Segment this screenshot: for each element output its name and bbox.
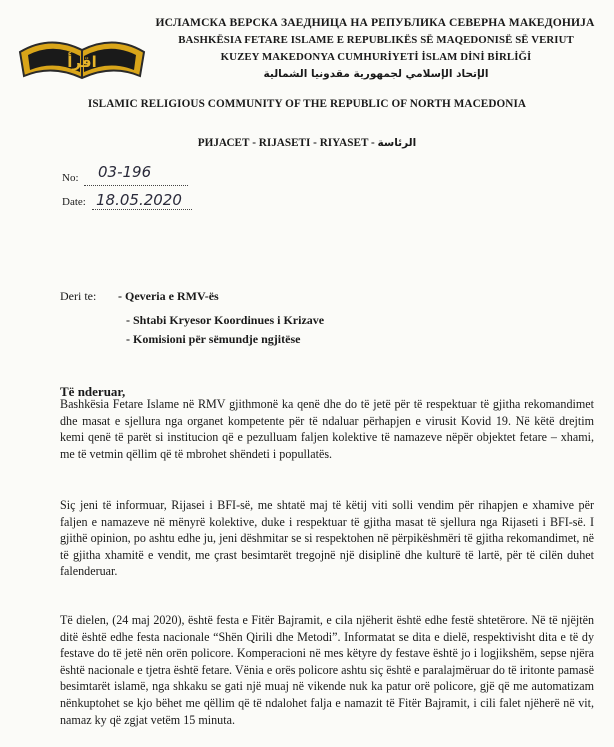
number-line [84, 185, 188, 186]
svg-text:اقرأ: اقرأ [67, 53, 97, 71]
header-english: ISLAMIC RELIGIOUS COMMUNITY OF THE REPUBLIC OF NORTH MACEDONIA [87, 98, 527, 110]
recipient-1: - Qeveria e RMV-ës [118, 289, 219, 303]
number-label: No: [62, 172, 79, 184]
addressee-label: Deri te: [60, 289, 97, 303]
office-title [0, 137, 614, 149]
recipient-3: - Komisioni për sëmundje ngjitëse [126, 332, 301, 346]
date-value: 18.05.2020 [96, 191, 182, 209]
community-logo [16, 30, 148, 86]
body-paragraph-1: Bashkësia Fetare Islame në RMV gjithmonë ka qenë dhe do të jetë për të respektuar të gjitha rekomandimet dhe masat e sjellura nga organet kompetente për të ndaluar përhapjen e virusit Kovid 19. Në këtë drejtim kemi qenë të parët si institucion që e pezulluam faljen kolektive të namazeve nëpër objektet fetare – xhami, me të vetmin qëllim që të mbrohet shëndeti i popullatës. [60, 397, 594, 461]
header-arabic: الإتحاد الإسلامي لجمهورية مقدونيا الشمالية [263, 68, 489, 80]
number-value: 03-196 [98, 163, 152, 181]
date-line [92, 209, 192, 210]
office-title-arabic: الرئاسة [377, 137, 417, 149]
header-macedonian: ИСЛАМСКА ВЕРСКА ЗАЕДНИЦА НА РЕПУБЛИКА СЕВЕРНА МАКЕДОНИЈА [155, 16, 595, 29]
body-paragraph-3: Të dielen, (24 maj 2020), është festa e Fitër Bajramit, e cila njëherit është edhe festë shtetërore. Në të njëjtën ditë është edhe festa nacionale “Shën Qirili dhe Metodi”. Informatat se dita e dielë, respektivisht dita e të dy festave do të jetë nën orën policore. Komperacioni në mes këtyre dy festave është jo i logjikshëm, sepse njëra është nacionale e tjetra është fetare. Vënia e orës policore ashtu siç është e paralajmëruar do të iritonte pamasë besimtarët islamë, nga shkaku se gati një muaj në vikende nuk ka patur orë policore, gjë që me automatizam nënkuptohet se kjo bëhet me qëllim që të ndalohet falja e namazit të Fitër Bajramit, i cili falet njëherë në vit, namaz ky që zgjat vetëm 15 minuta. [60, 613, 594, 727]
date-label: Date: [62, 196, 86, 208]
header-albanian: BASHKËSIA FETARE ISLAME E REPUBLIKËS SË MAQEDONISË SË VERIUT [178, 34, 574, 46]
header-turkish: KUZEY MAKEDONYA CUMHURİYETİ İSLAM DİNİ BİRLİĞİ [220, 51, 532, 63]
salutation: Të nderuar, [60, 384, 126, 399]
office-title-latin: РИЈАСЕТ - RIJASETI - RIYASET - [197, 137, 375, 149]
body-paragraph-2: Siç jeni të informuar, Rijasei i BFI-së, me shtatë maj të këtij viti solli vendim për rihapjen e xhamive për faljen e namazeve në mënyrë kolektive, duke i respektuar të gjitha masat të sjellura nga Rijaseti i BFI-së. I gjithë opinion, po ashtu edhe ju, jeni dëshmitar se si respektohen në përpikëshmëri të gjitha rekomandimet, në të gjitha xhamitë e vendit, me çrast besimtarët tregojnë një disiplinë dhe kulturë të lartë, për të cilën duhet falenderuar. [60, 498, 594, 579]
recipient-2: - Shtabi Kryesor Koordinues i Krizave [126, 313, 325, 327]
